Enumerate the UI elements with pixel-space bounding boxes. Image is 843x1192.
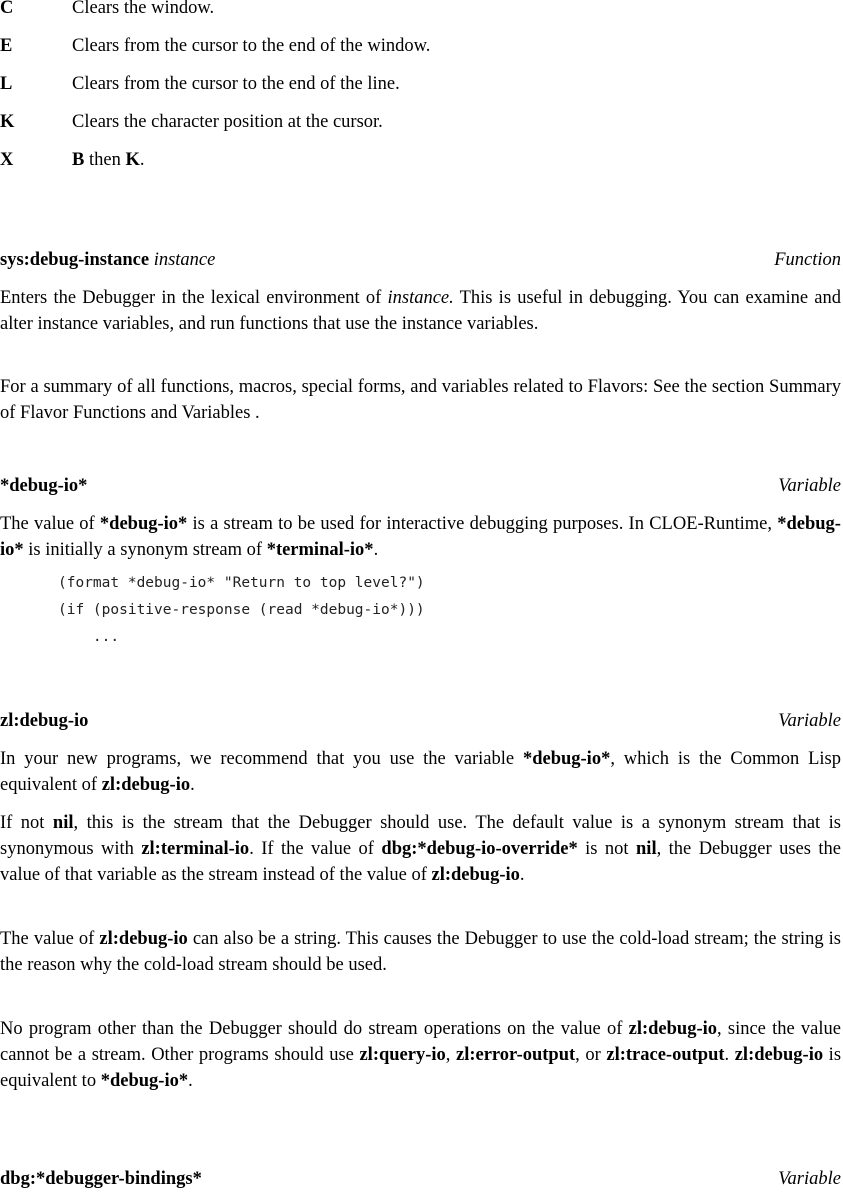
paragraph: Enters the Debugger in the lexical environment of instance. This is useful in debugging. You can examine and alter instance variables, and run functions that use the instance variables.	[0, 288, 842, 334]
definition-header	[0, 708, 841, 734]
definition-type: Function	[774, 250, 841, 270]
key-description: Clears the character position at the cursor.	[72, 112, 383, 132]
code-line: (format *debug-io* "Return to top level?")	[58, 575, 425, 591]
key-label: L	[0, 74, 13, 94]
key-description: B then K.	[72, 150, 145, 170]
definition-header	[0, 1166, 841, 1192]
paragraph: The value of *debug-io* is a stream to be used for interactive debugging purposes. In CLOE-Runtime, *debug-io* is initially a synonym stream of *terminal-io*.	[0, 514, 841, 560]
definition-type: Variable	[778, 476, 841, 496]
paragraph: For a summary of all functions, macros, special forms, and variables related to Flavors: See the section Summary of Flavor Functions and Variables .	[0, 377, 841, 423]
key-label: X	[0, 150, 14, 170]
definition-name: zl:debug-io	[0, 711, 89, 731]
key-label: E	[0, 36, 13, 56]
key-label: C	[0, 0, 14, 18]
key-description: Clears from the cursor to the end of the line.	[72, 74, 400, 94]
code-line: (if (positive-response (read *debug-io*)))	[58, 602, 425, 618]
definition-header	[0, 473, 841, 499]
paragraph: The value of zl:debug-io can also be a string. This causes the Debugger to use the cold-load stream; the string is the reason why the cold-load stream should be used.	[0, 929, 841, 975]
paragraph: In your new programs, we recommend that you use the variable *debug-io*, which is the Common Lisp equivalent of zl:debug-io.	[0, 749, 841, 795]
definition-header	[0, 247, 841, 273]
paragraph: No program other than the Debugger should do stream operations on the value of zl:debug-io, since the value cannot be a stream. Other programs should use zl:query-io, zl:error-output, or zl:trace-output. zl:debug-io is equivalent to *debug-io*.	[0, 1019, 842, 1091]
definition-name: dbg:*debugger-bindings*	[0, 1169, 202, 1189]
key-label: K	[0, 112, 15, 132]
key-description: Clears the window.	[72, 0, 215, 18]
paragraph: If not nil, this is the stream that the Debugger should use. The default value is a synonym stream that is synonymous with zl:terminal-io. If the value of dbg:*debug-io-override* is not nil, the Debugger uses the value of that variable as the stream instead of the value of zl:debug-io.	[0, 813, 842, 885]
definition-name: *debug-io*	[0, 476, 88, 496]
definition-type: Variable	[778, 1169, 841, 1189]
definition-name: sys:debug-instance instance	[0, 250, 216, 270]
key-description: Clears from the cursor to the end of the window.	[72, 36, 431, 56]
code-line: ...	[58, 629, 120, 645]
definition-type: Variable	[778, 711, 841, 731]
definition-arg: instance	[153, 250, 216, 270]
